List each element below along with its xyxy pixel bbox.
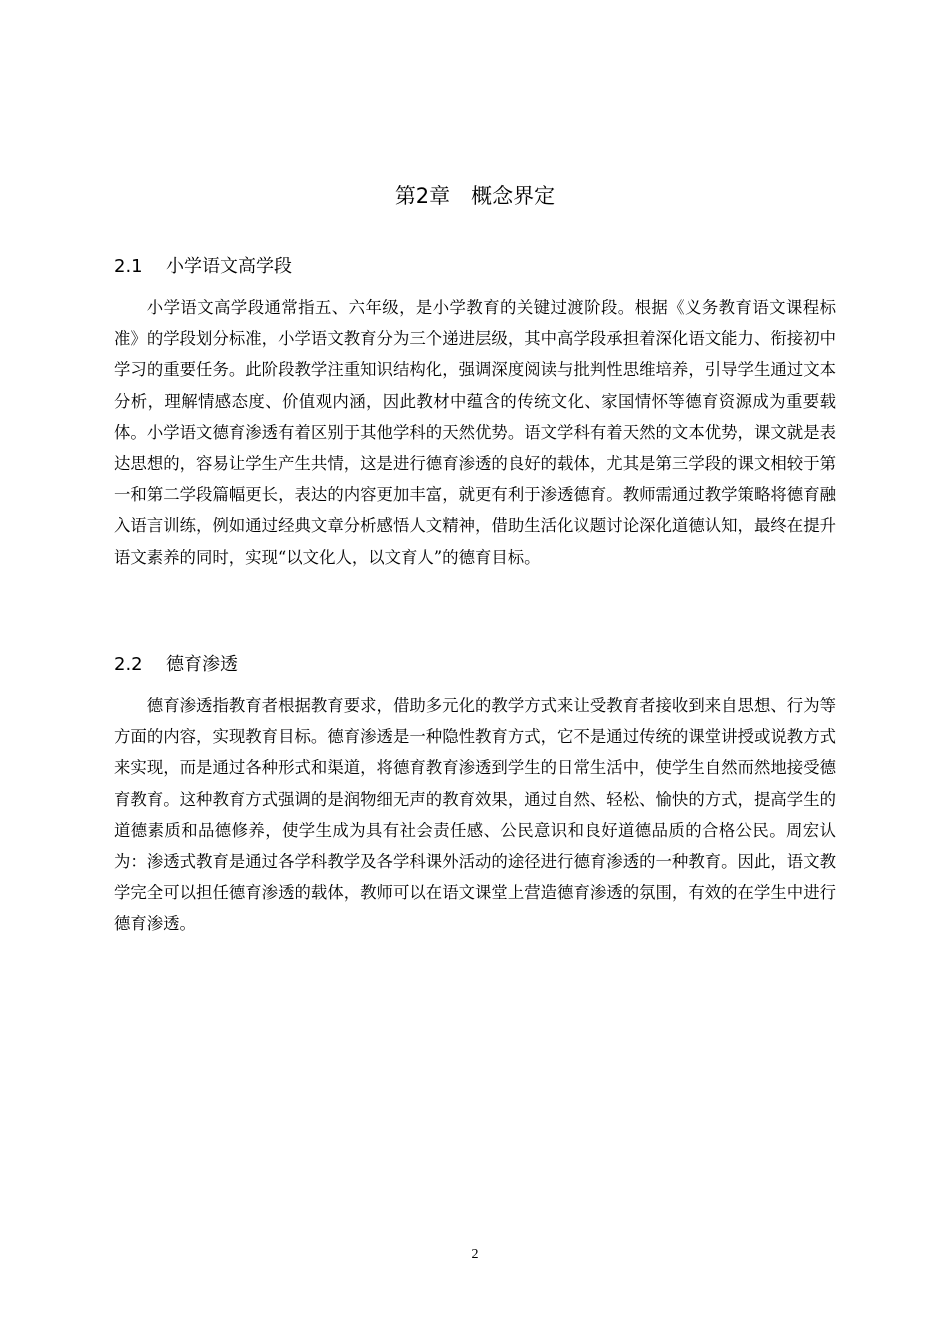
page-number: 2 — [471, 1247, 479, 1262]
section-title: 德育渗透 — [166, 654, 238, 675]
section-number: 2.2 — [114, 654, 143, 675]
section-heading-2-1 — [114, 252, 292, 282]
chapter-title: 第2章 概念界定 — [394, 184, 556, 208]
section-paragraph-2-1: 小学语文高学段通常指五、六年级，是小学教育的关键过渡阶段。根据《义务教育语文课程标准》的学段划分标准，小学语文教育分为三个递进层级，其中高学段承担着深化语文能力、衔接初中学习的重要任务。此阶段教学注重知识结构化，强调深度阅读与批判性思维培养，引导学生通过文本分析，理解情感态度、价值观内涵，因此教材中蕴含的传统文化、家国情怀等德育资源成为重要载体。小学语文德育渗透有着区别于其他学科的天然优势。语文学科有着天然的文本优势，课文就是表达思想的，容易让学生产生共情，这是进行德育渗透的良好的载体，尤其是第三学段的课文相较于第一和第二学段篇幅更长，表达的内容更加丰富，就更有利于渗透德育。教师需通过教学策略将德育融入语言训练，例如通过经典文章分析感悟人文精神，借助生活化议题讨论深化道德认知，最终在提升语文素养的同时，实现“以文化人，以文育人”的德育目标。 — [114, 298, 836, 567]
section-title: 小学语文高学段 — [166, 256, 292, 277]
section-heading-2-2 — [114, 650, 238, 680]
section-number: 2.1 — [114, 256, 143, 277]
section-paragraph-2-2: 德育渗透指教育者根据教育要求，借助多元化的教学方式来让受教育者接收到来自思想、行为等方面的内容，实现教育目标。德育渗透是一种隐性教育方式，它不是通过传统的课堂讲授或说教方式来实现，而是通过各种形式和渠道，将德育教育渗透到学生的日常生活中，使学生自然而然地接受德育教育。这种教育方式强调的是润物细无声的教育效果，通过自然、轻松、愉快的方式，提高学生的道德素质和品德修养，使学生成为具有社会责任感、公民意识和良好道德品质的合格公民。周宏认为：渗透式教育是通过各学科教学及各学科课外活动的途径进行德育渗透的一种教育。因此，语文教学完全可以担任德育渗透的载体，教师可以在语文课堂上营造德育渗透的氛围，有效的在学生中进行德育渗透。 — [114, 696, 836, 934]
